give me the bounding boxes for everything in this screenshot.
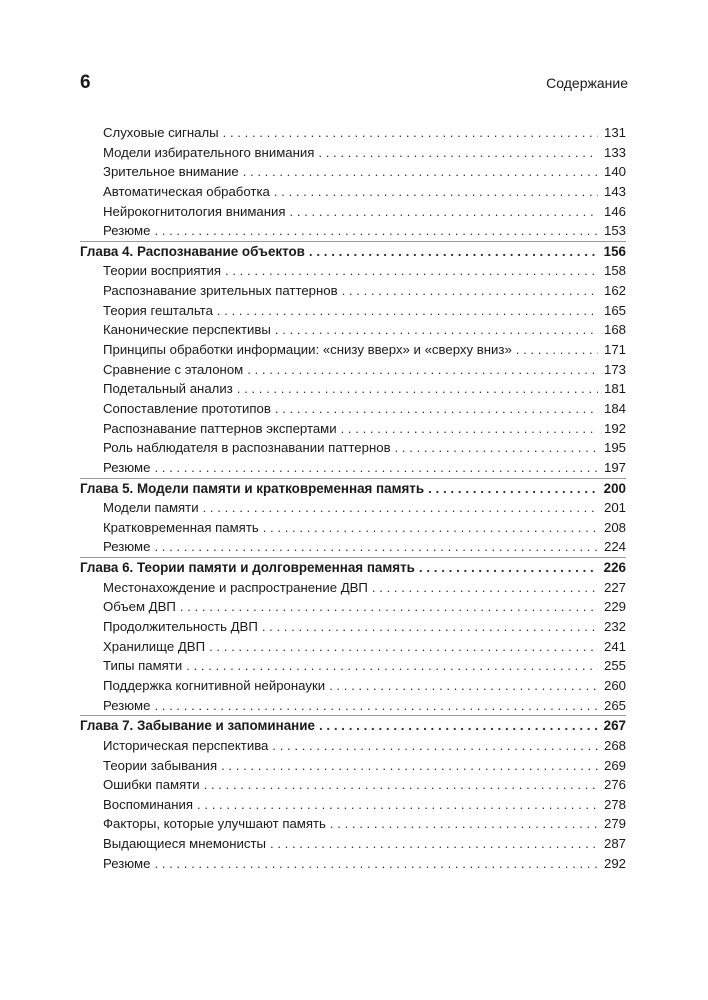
section-title: Автоматическая обработка: [103, 183, 270, 199]
toc-section-entry[interactable]: [80, 578, 626, 598]
toc-section-entry[interactable]: [80, 438, 626, 458]
page-reference: 162: [603, 283, 626, 299]
page-reference: 156: [603, 243, 626, 259]
toc-section-entry[interactable]: [80, 379, 626, 399]
toc-section-entry[interactable]: [80, 518, 626, 538]
page-reference: 146: [603, 203, 626, 219]
section-title: Слуховые сигналы: [103, 125, 219, 140]
page-reference: 158: [603, 263, 626, 279]
toc-section-entry[interactable]: [80, 814, 626, 834]
page-reference: 276: [603, 777, 626, 793]
page-reference: 278: [603, 796, 626, 812]
section-title: Распознавание паттернов экспертами: [103, 420, 337, 436]
toc-section-entry[interactable]: [80, 537, 626, 557]
dot-leader: [203, 498, 598, 518]
section-title: Типы памяти: [103, 658, 183, 674]
section-title: Выдающиеся мнемонисты: [103, 836, 266, 852]
page-reference: 268: [603, 737, 626, 753]
section-title: Хранилище ДВП: [103, 638, 206, 654]
page-reference: 292: [603, 855, 626, 871]
toc-chapter-entry[interactable]: [80, 479, 626, 499]
section-title: Нейрокогнитология внимания: [103, 203, 286, 219]
section-title: Модели памяти: [103, 500, 199, 516]
dot-leader: [180, 597, 598, 617]
toc-section-entry[interactable]: [80, 696, 626, 716]
page-reference: 260: [603, 677, 626, 693]
dot-leader: [154, 458, 598, 478]
dot-leader: [209, 637, 598, 657]
dot-leader: [275, 399, 598, 419]
section-title: Историческая перспектива: [103, 737, 269, 753]
dot-leader: [204, 775, 598, 795]
chapter-title: Глава 7. Забывание и запоминание: [80, 718, 315, 734]
section-title: Роль наблюдателя в распознавании паттернов: [103, 440, 391, 456]
dot-leader: [309, 242, 598, 262]
toc-chapter-entry[interactable]: [80, 558, 626, 578]
toc-section-entry[interactable]: [80, 676, 626, 696]
toc-section-entry[interactable]: [80, 854, 626, 874]
section-title: Распознавание зрительных паттернов: [103, 283, 338, 299]
section-title: Канонические перспективы: [103, 322, 271, 338]
dot-leader: [186, 656, 598, 676]
page-number: 6: [80, 72, 91, 93]
toc-section-entry[interactable]: [80, 399, 626, 419]
page-reference: 200: [603, 480, 626, 496]
dot-leader: [154, 854, 598, 874]
toc-section-entry[interactable]: [80, 261, 626, 281]
chapter-title: Глава 4. Распознавание объектов: [80, 243, 305, 259]
table-of-contents: [80, 123, 626, 873]
page-reference: 208: [603, 519, 626, 535]
toc-chapter-entry[interactable]: [80, 716, 626, 736]
page-reference: 232: [603, 619, 626, 635]
section-title: Поддержка когнитивной нейронауки: [103, 677, 326, 693]
toc-chapter-entry[interactable]: [80, 242, 626, 262]
dot-leader: [154, 221, 598, 241]
section-title: Кратковременная память: [103, 519, 259, 535]
toc-section-entry[interactable]: [80, 656, 626, 676]
toc-section-entry[interactable]: [80, 637, 626, 657]
page-reference: 143: [603, 183, 626, 199]
page-reference: 195: [603, 440, 626, 456]
dot-leader: [237, 379, 598, 399]
page-reference: 229: [603, 599, 626, 615]
dot-leader: [272, 736, 598, 756]
toc-section-entry[interactable]: [80, 360, 626, 380]
section-title: Ошибки памяти: [103, 777, 200, 793]
page-reference: 171: [603, 342, 626, 358]
dot-leader: [395, 438, 598, 458]
section-title: Продолжительность ДВП: [103, 619, 258, 635]
dot-leader: [223, 123, 598, 143]
dot-leader: [274, 182, 598, 202]
page-header: [80, 72, 628, 100]
dot-leader: [262, 617, 598, 637]
page-reference: 255: [603, 658, 626, 674]
section-title: Резюме: [103, 459, 151, 475]
dot-leader: [270, 834, 598, 854]
page-reference: 287: [603, 836, 626, 852]
section-title: Воспоминания: [103, 796, 194, 812]
dot-leader: [217, 301, 598, 321]
page-reference: 201: [603, 500, 626, 516]
toc-section-entry[interactable]: [80, 617, 626, 637]
dot-leader: [516, 340, 598, 360]
running-title: Содержание: [546, 75, 628, 91]
dot-leader: [329, 676, 598, 696]
dot-leader: [372, 578, 598, 598]
section-title: Резюме: [103, 855, 151, 871]
dot-leader: [263, 518, 598, 538]
page-reference: 226: [603, 560, 626, 576]
page-reference: 192: [603, 420, 626, 436]
dot-leader: [341, 419, 598, 439]
page-reference: 267: [603, 718, 626, 734]
dot-leader: [330, 814, 598, 834]
section-title: Местонахождение и распространение ДВП: [103, 579, 368, 595]
dot-leader: [318, 143, 598, 163]
page-reference: 241: [603, 638, 626, 654]
page-reference: 181: [603, 381, 626, 397]
section-title: Резюме: [103, 697, 151, 713]
toc-section-entry[interactable]: [80, 756, 626, 776]
section-title: Резюме: [103, 539, 151, 555]
toc-section-entry[interactable]: [80, 458, 626, 478]
toc-section-entry[interactable]: [80, 340, 626, 360]
page-reference: 131: [603, 125, 626, 140]
toc-section-entry[interactable]: [80, 498, 626, 518]
section-title: Объем ДВП: [103, 599, 176, 615]
toc-section-entry[interactable]: [80, 736, 626, 756]
toc-section-entry[interactable]: [80, 143, 626, 163]
toc-section-entry[interactable]: [80, 419, 626, 439]
page-reference: 197: [603, 459, 626, 475]
section-title: Принципы обработки информации: «снизу вверх» и «сверху вниз»: [103, 342, 512, 358]
toc-section-entry[interactable]: [80, 221, 626, 241]
dot-leader: [243, 162, 598, 182]
dot-leader: [428, 479, 598, 499]
dot-leader: [225, 261, 598, 281]
toc-section-entry[interactable]: [80, 795, 626, 815]
toc-section-entry[interactable]: [80, 162, 626, 182]
toc-section-entry[interactable]: [80, 281, 626, 301]
toc-section-entry[interactable]: [80, 775, 626, 795]
section-title: Модели избирательного внимания: [103, 144, 315, 160]
chapter-title: Глава 5. Модели памяти и кратковременная память: [80, 480, 425, 496]
dot-leader: [247, 360, 598, 380]
toc-section-entry[interactable]: [80, 834, 626, 854]
section-title: Теории забывания: [103, 757, 218, 773]
page-reference: 140: [603, 164, 626, 180]
toc-section-entry[interactable]: [80, 123, 626, 143]
toc-section-entry[interactable]: [80, 182, 626, 202]
dot-leader: [290, 202, 598, 222]
toc-section-entry[interactable]: [80, 301, 626, 321]
chapter-title: Глава 6. Теории памяти и долговременная память: [80, 560, 415, 576]
toc-section-entry[interactable]: [80, 597, 626, 617]
page-reference: 265: [603, 697, 626, 713]
section-title: Подетальный анализ: [103, 381, 233, 397]
dot-leader: [342, 281, 598, 301]
page-reference: 133: [603, 144, 626, 160]
section-title: Сопоставление прототипов: [103, 400, 271, 416]
section-title: Теории восприятия: [103, 263, 222, 279]
section-title: Сравнение с эталоном: [103, 361, 244, 377]
dot-leader: [154, 696, 598, 716]
section-title: Факторы, которые улучшают память: [103, 816, 326, 832]
dot-leader: [319, 716, 598, 736]
section-title: Теория гештальта: [103, 302, 213, 318]
toc-section-entry[interactable]: [80, 320, 626, 340]
page-reference: 173: [603, 361, 626, 377]
dot-leader: [197, 795, 598, 815]
page-reference: 165: [603, 302, 626, 318]
dot-leader: [419, 558, 598, 578]
dot-leader: [221, 756, 598, 776]
page-reference: 184: [603, 400, 626, 416]
page-reference: 168: [603, 322, 626, 338]
page-reference: 279: [603, 816, 626, 832]
page-reference: 269: [603, 757, 626, 773]
dot-leader: [275, 320, 598, 340]
section-title: Зрительное внимание: [103, 164, 239, 180]
page-reference: 224: [603, 539, 626, 555]
dot-leader: [154, 537, 598, 557]
section-title: Резюме: [103, 223, 151, 239]
page-reference: 153: [603, 223, 626, 239]
page-reference: 227: [603, 579, 626, 595]
toc-section-entry[interactable]: [80, 202, 626, 222]
